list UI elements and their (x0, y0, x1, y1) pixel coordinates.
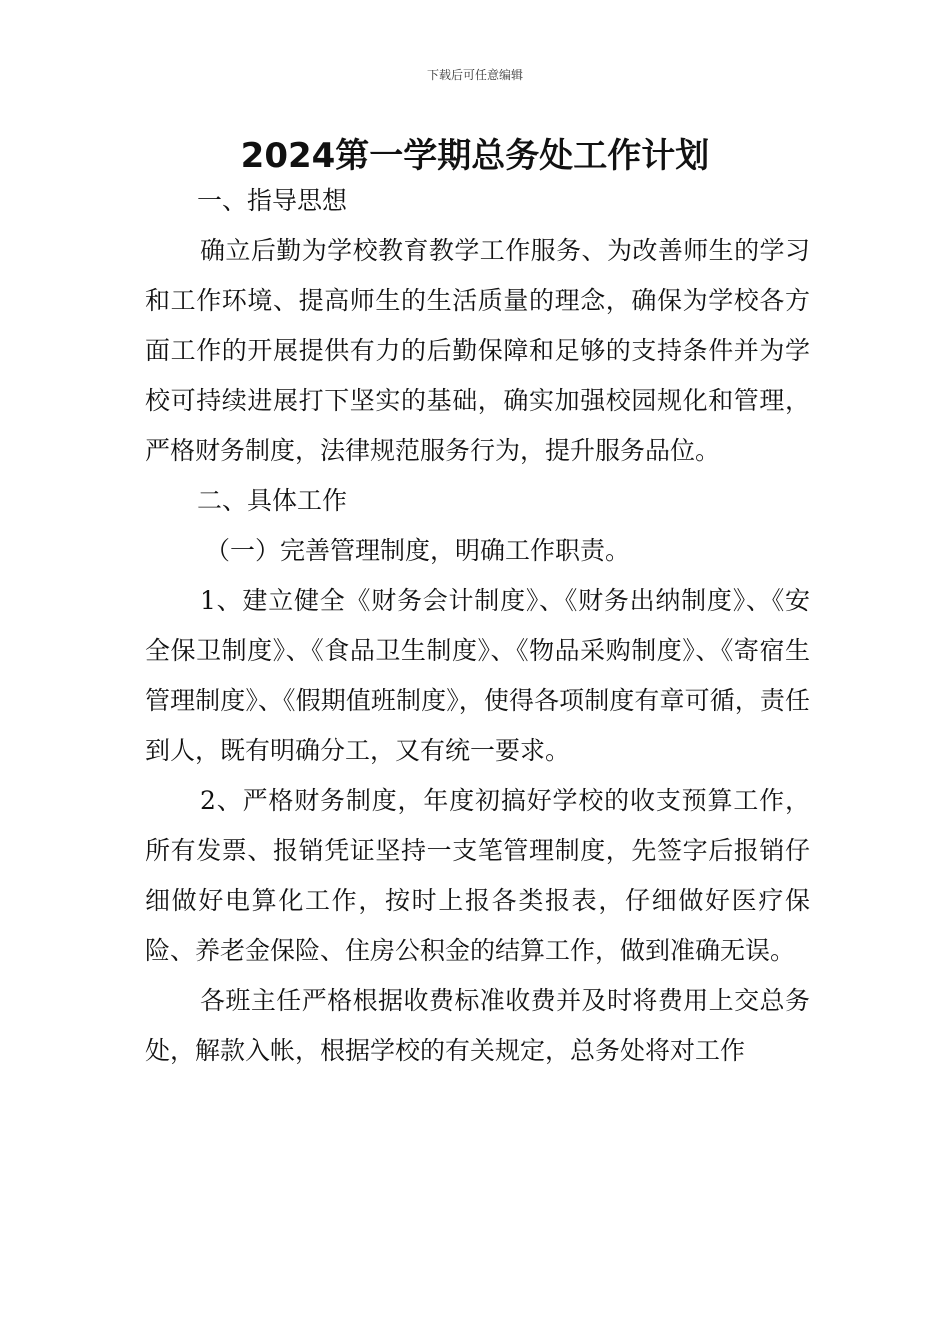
list-item-2: 2、严格财务制度，年度初搞好学校的收支预算工作，所有发票、报销凭证坚持一支笔管理制度，先签字后报销仔细做好电算化工作，按时上报各类报表，仔细做好医疗保险、养老金保险、住房公积金的结算工作，做到准确无误。 (145, 786, 810, 965)
paragraph-guiding-ideology: 确立后勤为学校教育教学工作服务、为改善师生的学习和工作环境、提高师生的生活质量的理念，确保为学校各方面工作的开展提供有力的后勤保障和足够的支持条件并为学校可持续进展打下坚实的基础，确实加强校园规化和管理，严格财务制度，法律规范服务行为，提升服务品位。 (145, 236, 810, 465)
section-heading-specific-work: 二、具体工作 (197, 486, 348, 515)
document-body (145, 176, 810, 1076)
paragraph-class-teachers: 各班主任严格根据收费标准收费并及时将费用上交总务处，解款入帐，根据学校的有关规定，总务处将对工作 (145, 986, 810, 1065)
subsection-heading-management-system: （一）完善管理制度，明确工作职责。 (205, 536, 631, 565)
header-note: 下载后可任意编辑 (426, 68, 523, 82)
list-item-1: 1、建立健全《财务会计制度》、《财务出纳制度》、《安全保卫制度》、《食品卫生制度》、《物品采购制度》、《寄宿生管理制度》、《假期值班制度》，使得各项制度有章可循，责任到人，既有明确分工，又有统一要求。 (145, 586, 810, 765)
document-title: 2024第一学期总务处工作计划 (240, 136, 710, 176)
section-heading-guiding-ideology: 一、指导思想 (197, 186, 348, 215)
